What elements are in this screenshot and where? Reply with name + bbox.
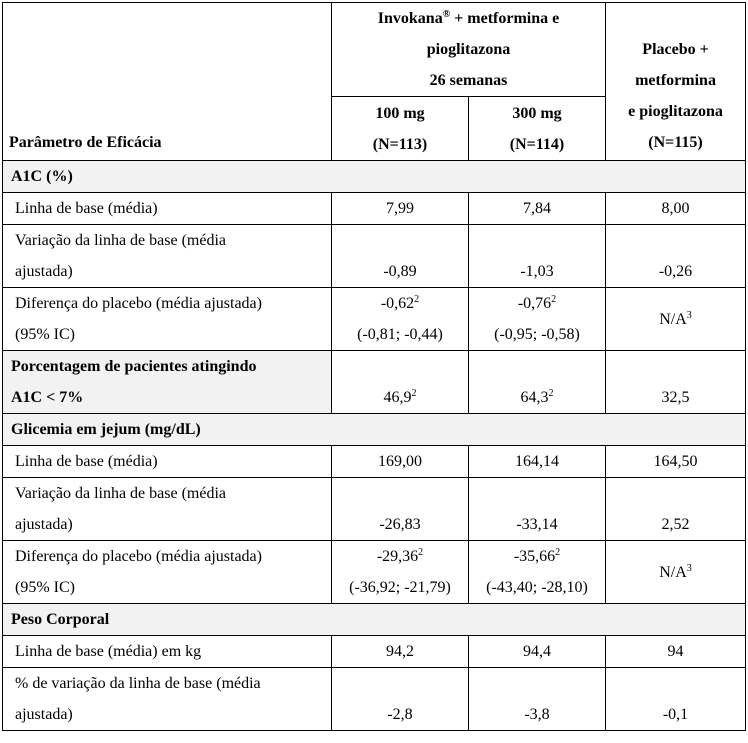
cell-300mg: -1,03 — [469, 225, 606, 288]
param-header-label: Parâmetro de Eficácia — [9, 134, 162, 151]
cell-placebo: $N/A^3$ — [606, 541, 746, 604]
table-row — [3, 636, 746, 668]
cell-100mg: -2,8 — [332, 668, 469, 731]
treatment-group-header — [332, 3, 606, 97]
placebo-line3: e pioglitazona — [628, 103, 723, 120]
table-row — [3, 225, 746, 288]
cell-placebo: 8,00 — [606, 193, 746, 225]
cell-100mg: -0,89 — [332, 225, 469, 288]
dose-300-n: (N=114) — [509, 136, 565, 153]
table-row — [3, 446, 746, 478]
row-label: Diferença do placebo (média ajustada) (95% IC) — [3, 288, 332, 351]
cell-300mg: -33,14 — [469, 478, 606, 541]
cell-placebo: -0,26 — [606, 225, 746, 288]
cell-placebo: 2,52 — [606, 478, 746, 541]
row-label: Linha de base (média) em kg — [3, 636, 332, 668]
cell-placebo: 32,5 — [606, 351, 746, 414]
table-row — [3, 668, 746, 731]
table-row — [3, 478, 746, 541]
row-label: Variação da linha de base (média ajustada) — [3, 225, 332, 288]
section-title-weight: Peso Corporal — [3, 604, 746, 636]
param-header — [3, 3, 332, 161]
table-row — [3, 541, 746, 604]
cell-100mg: 46,9$^2$ — [332, 351, 469, 414]
placebo-n: (N=115) — [648, 134, 703, 151]
cell-placebo: 164,50 — [606, 446, 746, 478]
placebo-header — [606, 3, 746, 161]
group-title-rest: + metformina e — [450, 10, 560, 27]
dose-100-header — [332, 97, 469, 161]
header-row-1 — [3, 3, 746, 97]
group-subtitle: pioglitazona — [426, 41, 511, 58]
row-label: Variação da linha de base (média ajustada) — [3, 478, 332, 541]
row-label: Linha de base (média) — [3, 446, 332, 478]
efficacy-table — [2, 2, 746, 731]
cell-300mg: -3,8 — [469, 668, 606, 731]
cell-100mg: 169,00 — [332, 446, 469, 478]
section-row-fpg — [3, 414, 746, 446]
section-row-weight — [3, 604, 746, 636]
dose-300-label: 300 mg — [512, 105, 562, 122]
cell-placebo: -0,1 — [606, 668, 746, 731]
row-label: % de variação da linha de base (média ajustada) — [3, 668, 332, 731]
section-row-pct — [3, 351, 746, 414]
cell-300mg: 64,3$^2$ — [469, 351, 606, 414]
group-duration: 26 semanas — [429, 72, 508, 89]
cell-100mg: 7,99 — [332, 193, 469, 225]
cell-300mg: -35,66$^2$ (-43,40; -28,10) — [469, 541, 606, 604]
section-row-a1c — [3, 161, 746, 193]
cell-placebo: 94 — [606, 636, 746, 668]
table-row — [3, 193, 746, 225]
row-label: Linha de base (média) — [3, 193, 332, 225]
cell-300mg: 7,84 — [469, 193, 606, 225]
cell-100mg: -26,83 — [332, 478, 469, 541]
dose-300-header — [469, 97, 606, 161]
cell-placebo: $N/A^3$ — [606, 288, 746, 351]
placebo-line1: Placebo + — [642, 41, 709, 58]
group-title: Invokana — [377, 10, 443, 27]
dose-100-label: 100 mg — [375, 105, 425, 122]
cell-300mg: -0,76$^2$ (-0,95; -0,58) — [469, 288, 606, 351]
row-label: Diferença do placebo (média ajustada) (95% IC) — [3, 541, 332, 604]
section-title-a1c: A1C (%) — [3, 161, 746, 193]
dose-100-n: (N=113) — [372, 136, 428, 153]
cell-300mg: 164,14 — [469, 446, 606, 478]
cell-100mg: -0,62$^2$ (-0,81; -0,44) — [332, 288, 469, 351]
registered-mark: ® — [442, 9, 451, 20]
cell-100mg: 94,2 — [332, 636, 469, 668]
section-title-fpg: Glicemia em jejum (mg/dL) — [3, 414, 746, 446]
cell-100mg: -29,36$^2$ (-36,92; -21,79) — [332, 541, 469, 604]
placebo-line2: metformina — [635, 72, 716, 89]
cell-300mg: 94,4 — [469, 636, 606, 668]
table-row — [3, 288, 746, 351]
section-title-pct: Porcentagem de pacientes atingindo A1C < 7% — [3, 351, 332, 414]
